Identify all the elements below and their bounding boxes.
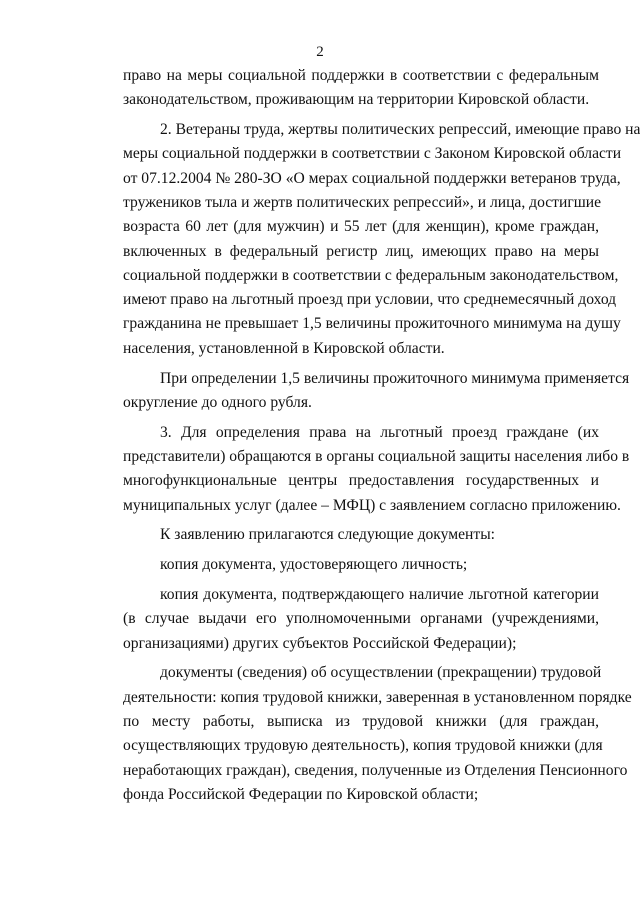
text-line: деятельности: копия трудовой книжки, заверенная в установленном порядке (123, 688, 632, 706)
text-line: от 07.12.2004 № 280-ЗО «О мерах социальной поддержки ветеранов труда, (123, 169, 621, 187)
document-item-category-first-line: копия документа, подтверждающего наличие льготной категории (160, 585, 599, 603)
text-line: право на меры социальной поддержки в соответствии с федеральным (123, 67, 599, 84)
document-item-identity: копия документа, удостоверяющего личность; (160, 556, 468, 574)
text-line: меры социальной поддержки в соответствии с Законом Кировской области (123, 145, 622, 163)
text-line: представители) обращаются в органы социальной защиты населения либо в (123, 447, 630, 465)
text-line: гражданина не превышает 1,5 величины прожиточного минимума на душу (123, 315, 621, 333)
text-line: имеют право на льготный проезд при условии, что среднемесячный доход (123, 291, 617, 309)
paragraph-3-first-line: 3. Для определения права на льготный проезд граждане (их (160, 423, 599, 441)
text-line: по месту работы, выписка из трудовой книжки (для граждан, (123, 712, 599, 730)
text-line: фонда Российской Федерации по Кировской области; (123, 785, 479, 803)
paragraph-2-first-line: 2. Ветераны труда, жертвы политических репрессий, имеющие право на (160, 121, 640, 139)
text-line: осуществляющих трудовую деятельность), копия трудовой книжки (для (123, 737, 603, 755)
text-line: населения, установленной в Кировской области. (123, 339, 445, 357)
text-line: включенных в федеральный регистр лиц, имеющих право на меры (123, 242, 599, 260)
document-item-employment-first-line: документы (сведения) об осуществлении (прекращении) трудовой (160, 664, 602, 682)
text-line: неработающих граждан), сведения, полученные из Отделения Пенсионного (123, 761, 628, 779)
page-number: 2 (316, 44, 324, 60)
text-line: тружеников тыла и жертв политических репрессий», и лица, достигшие (123, 193, 602, 211)
document-body (123, 64, 640, 807)
text-line: законодательством, проживающим на территории Кировской области. (123, 91, 590, 109)
text-line: (в случае выдачи его уполномоченными органами (учреждениями, (123, 610, 599, 628)
text-line: муниципальных услуг (далее – МФЦ) с заявлением согласно приложению. (123, 496, 621, 514)
text-line: возраста 60 лет (для мужчин) и 55 лет (для женщин), кроме граждан, (123, 218, 599, 236)
text-line: социальной поддержки в соответствии с федеральным законодательством, (123, 266, 619, 284)
text-line: округление до одного рубля. (123, 393, 312, 411)
documents-intro-line: К заявлению прилагаются следующие документы: (160, 526, 496, 544)
text-line: многофункциональные центры предоставления государственных и (123, 472, 599, 490)
paragraph-rounding-first-line: При определении 1,5 величины прожиточного минимума применяется (160, 369, 630, 387)
text-line: организациями) других субъектов Российской Федерации); (123, 634, 517, 652)
